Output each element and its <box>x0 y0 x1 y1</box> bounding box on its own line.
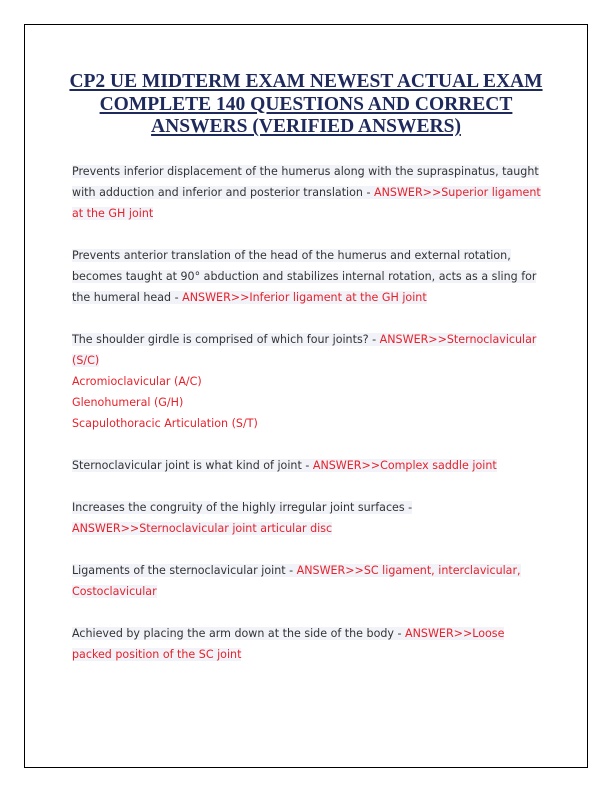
answer-line: Glenohumeral (G/H) <box>72 396 184 409</box>
answer-text: ANSWER>>Sternoclavicular (S/C) <box>72 333 537 367</box>
qa-item <box>72 560 546 602</box>
question-text: Sternoclavicular joint is what kind of joint - <box>72 459 313 472</box>
document-title: CP2 UE MIDTERM EXAM NEWEST ACTUAL EXAM COMPLETE 140 QUESTIONS AND CORRECT ANSWERS (VERIFIED ANSWERS) <box>69 71 543 137</box>
question-text: Prevents inferior displacement of the humerus along with the supraspinatus, taught with adduction and inferior and posterior translation - <box>72 165 539 199</box>
question-text: Prevents anterior translation of the head of the humerus and external rotation, becomes taught at 90° abduction and stabilizes internal rotation, acts as a sling for the humeral head - <box>72 249 537 304</box>
question-text: Ligaments of the sternoclavicular joint - <box>72 564 297 577</box>
qa-item <box>72 161 546 224</box>
question-text: Achieved by placing the arm down at the side of the body - <box>72 627 406 640</box>
answer-text: ANSWER>>SC ligament, interclavicular, Costoclavicular <box>72 564 521 598</box>
answer-line: Scapulothoracic Articulation (S/T) <box>72 417 258 430</box>
question-text: The shoulder girdle is comprised of which four joints? - <box>72 333 380 346</box>
answer-text: ANSWER>>Complex saddle joint <box>312 459 497 472</box>
qa-item <box>72 329 546 434</box>
answer-line: Acromioclavicular (A/C) <box>72 375 202 388</box>
answer-text: ANSWER>>Loose packed position of the SC joint <box>72 627 505 661</box>
qa-item <box>72 497 546 539</box>
qa-list <box>72 161 546 686</box>
answer-text: ANSWER>>Superior ligament at the GH joint <box>72 186 541 220</box>
question-text: Increases the congruity of the highly irregular joint surfaces - <box>72 501 413 514</box>
qa-item <box>72 623 546 665</box>
answer-text: ANSWER>>Sternoclavicular joint articular disc <box>72 522 333 535</box>
qa-item <box>72 455 546 476</box>
answer-text: ANSWER>>Inferior ligament at the GH joint <box>182 291 427 304</box>
qa-item <box>72 245 546 308</box>
